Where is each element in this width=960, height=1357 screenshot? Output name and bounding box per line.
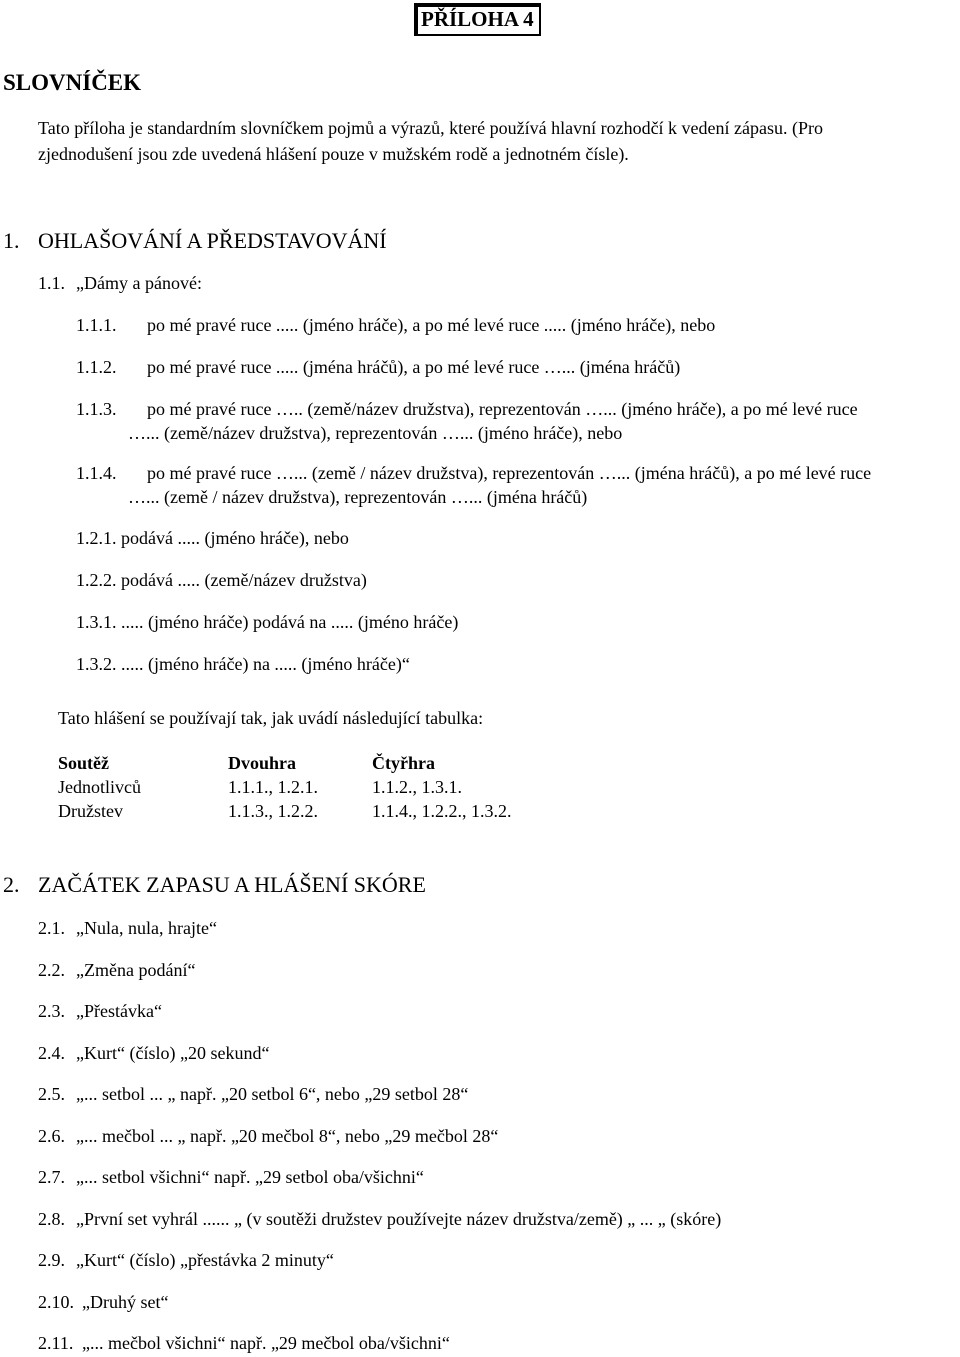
table-header: Dvouhra: [228, 753, 297, 773]
item-text: „Kurt“ (číslo) „přestávka 2 minuty“: [76, 1250, 334, 1270]
intro-line-1: Tato příloha je standardním slovníčkem pojmů a výrazů, které používá hlavní rozhodčí k vedení zápasu. (Pro: [38, 118, 824, 138]
item-text: „... mečbol všichni“ např. „29 mečbol oba/všichni“: [82, 1333, 450, 1353]
table-header: Soutěž: [58, 753, 109, 773]
item-text: po mé pravé ruce ….. (země/název družstva), reprezentován …... (jméno hráče), a po mé levé ruce: [147, 399, 858, 419]
item-text: „Druhý set“: [82, 1292, 169, 1312]
item-text: po mé pravé ruce …... (země / název družstva), reprezentován …... (jména hráčů), a po mé levé ruce: [147, 463, 872, 483]
item-text: „První set vyhrál ...... „ (v soutěži družstev používejte název družstva/země) „ ... „ (skóre): [76, 1209, 722, 1229]
item-text: „... setbol ... „ např. „20 setbol 6“, nebo „29 setbol 28“: [76, 1084, 469, 1104]
table-cell: 1.1.1., 1.2.1.: [228, 777, 318, 797]
item-number: 2.1.: [38, 918, 65, 938]
item-number: 2.9.: [38, 1250, 65, 1270]
item-text: „Kurt“ (číslo) „20 sekund“: [76, 1043, 270, 1063]
table-cell: Jednotlivců: [58, 777, 141, 797]
item-text: „... mečbol ... „ např. „20 mečbol 8“, nebo „29 mečbol 28“: [76, 1126, 499, 1146]
item-number: 2.6.: [38, 1126, 65, 1146]
short-item: 1.3.1. ..... (jméno hráče) podává na ..... (jméno hráče): [76, 612, 459, 632]
item-text: „Nula, nula, hrajte“: [76, 918, 217, 938]
item-text: po mé pravé ruce ..... (jména hráčů), a po mé levé ruce …... (jména hráčů): [147, 357, 681, 377]
table-cell: 1.1.3., 1.2.2.: [228, 801, 318, 821]
short-item: 1.2.2. podává ..... (země/název družstva): [76, 570, 367, 590]
short-item: 1.3.2. ..... (jméno hráče) na ..... (jméno hráče)“: [76, 654, 410, 674]
item-text: „Změna podání“: [76, 960, 196, 980]
section-2-number: 2.: [3, 872, 20, 897]
item-number: 1.1.2.: [76, 357, 117, 377]
item-number: 2.3.: [38, 1001, 65, 1021]
section-1-title: OHLAŠOVÁNÍ A PŘEDSTAVOVÁNÍ: [38, 228, 387, 253]
page-title: SLOVNÍČEK: [3, 70, 142, 95]
item-text: po mé pravé ruce ..... (jméno hráče), a po mé levé ruce ..... (jméno hráče), nebo: [147, 315, 716, 335]
item-number: 1.1.3.: [76, 399, 117, 419]
intro-line-2: zjednodušení jsou zde uvedená hlášení pouze v mužském rodě a jednotném čísle).: [38, 144, 629, 164]
item-number: 2.8.: [38, 1209, 65, 1229]
item-number: 1.1.4.: [76, 463, 117, 483]
item-number: 2.7.: [38, 1167, 65, 1187]
item-number: 2.5.: [38, 1084, 65, 1104]
item-number: 2.4.: [38, 1043, 65, 1063]
section-1-number: 1.: [3, 228, 20, 253]
table-cell: 1.1.2., 1.3.1.: [372, 777, 462, 797]
table-intro: Tato hlášení se používají tak, jak uvádí následující tabulka:: [58, 708, 484, 728]
item-text: „Přestávka“: [76, 1001, 162, 1021]
item-number: 2.2.: [38, 960, 65, 980]
table-cell: 1.1.4., 1.2.2., 1.3.2.: [372, 801, 512, 821]
item-text-continued: …... (země/název družstva), reprezentován …... (jméno hráče), nebo: [128, 423, 623, 443]
subsection-1-1-number: 1.1.: [38, 273, 65, 293]
table-cell: Družstev: [58, 801, 123, 821]
item-number: 2.10.: [38, 1292, 74, 1312]
item-text-continued: …... (země / název družstva), reprezentován …... (jména hráčů): [128, 487, 588, 507]
subsection-1-1-title: „Dámy a pánové:: [76, 273, 202, 293]
table-header: Čtyřhra: [372, 753, 435, 773]
item-number: 1.1.1.: [76, 315, 117, 335]
item-number: 2.11.: [38, 1333, 74, 1353]
item-text: „... setbol všichni“ např. „29 setbol oba/všichni“: [76, 1167, 424, 1187]
appendix-label: PŘÍLOHA 4: [414, 3, 541, 36]
section-2-title: ZAČÁTEK ZAPASU A HLÁŠENÍ SKÓRE: [38, 872, 426, 897]
short-item: 1.2.1. podává ..... (jméno hráče), nebo: [76, 528, 349, 548]
